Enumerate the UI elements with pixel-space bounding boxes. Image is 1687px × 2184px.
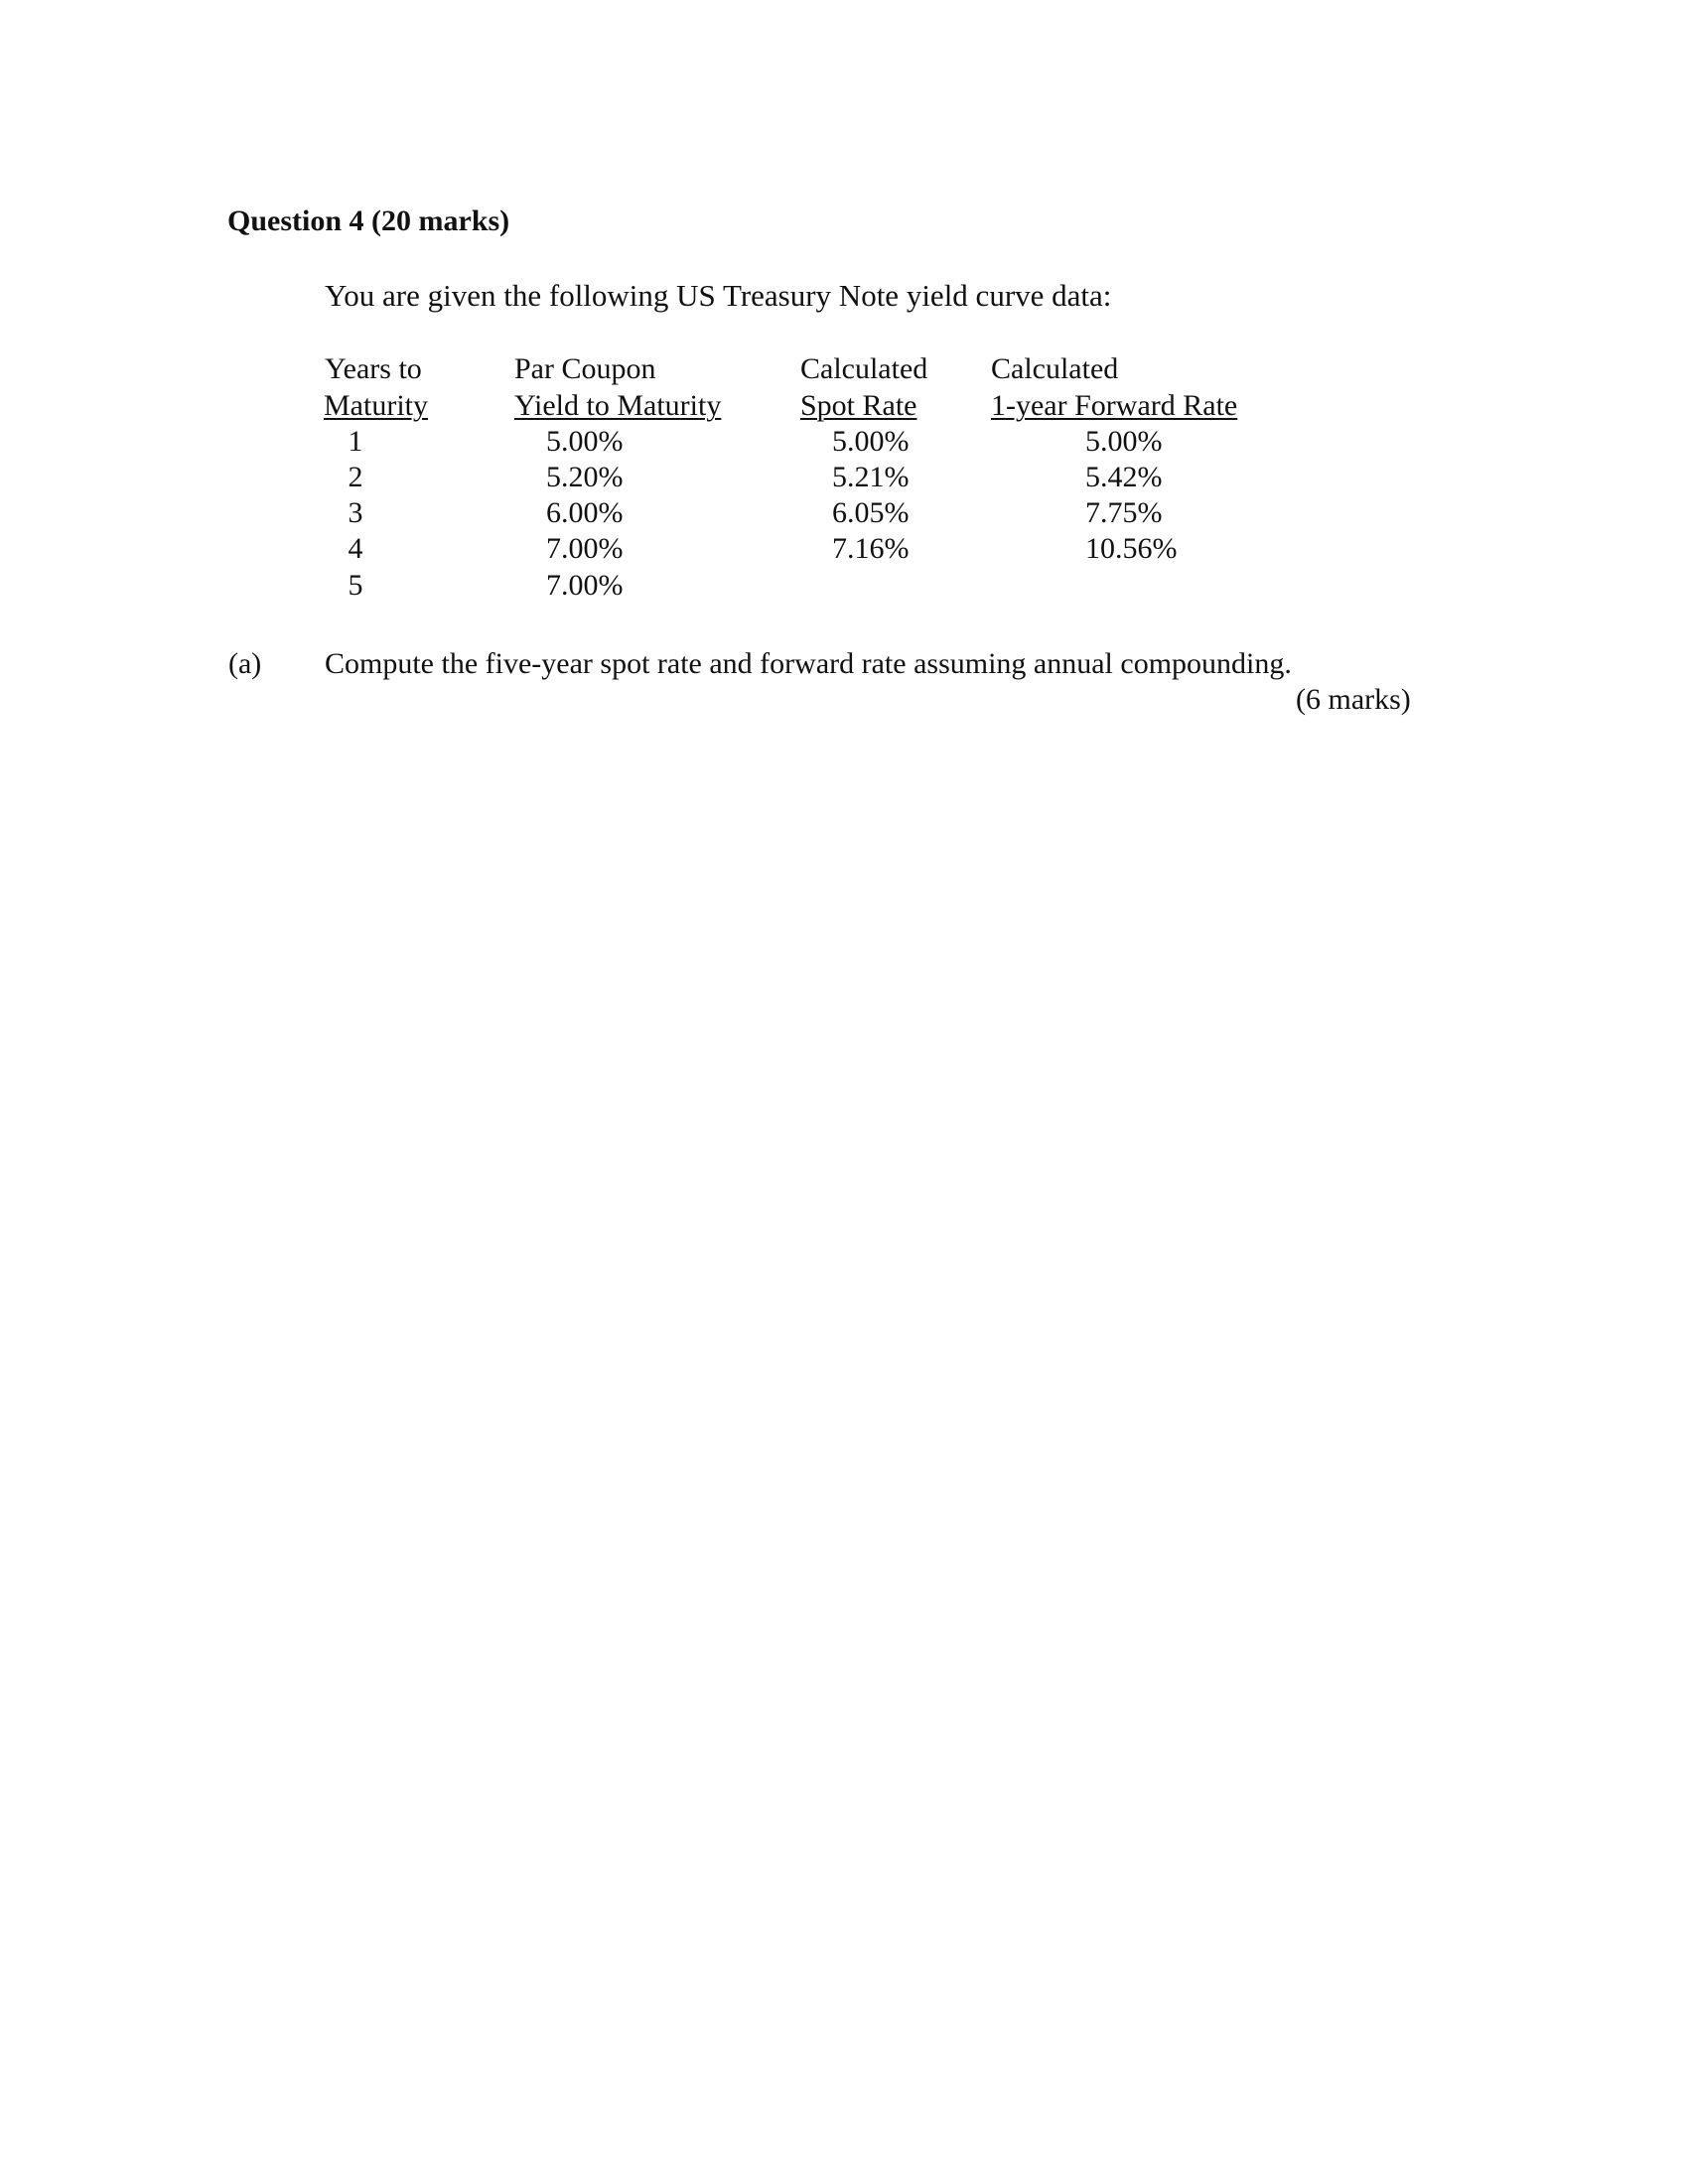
cell-forward: 10.56%	[1085, 532, 1178, 565]
cell-ytm: 7.00%	[546, 569, 624, 602]
header-years-line1: Years to	[325, 352, 422, 385]
cell-ytm: 5.20%	[546, 461, 624, 493]
header-forward-line1: Calculated	[991, 352, 1119, 385]
part-a-marks: (6 marks)	[1296, 683, 1411, 716]
cell-years: 5	[348, 569, 363, 602]
cell-years: 1	[348, 425, 363, 458]
header-ytm-line2: Yield to Maturity	[514, 389, 722, 422]
cell-years: 3	[348, 496, 363, 529]
cell-ytm: 6.00%	[546, 496, 624, 529]
cell-spot: 7.16%	[832, 532, 910, 565]
cell-years: 2	[348, 461, 363, 493]
cell-spot: 6.05%	[832, 496, 910, 529]
cell-ytm: 5.00%	[546, 425, 624, 458]
cell-forward: 5.00%	[1085, 425, 1163, 458]
header-spot-line2: Spot Rate	[800, 389, 917, 422]
cell-forward: 5.42%	[1085, 461, 1163, 493]
part-a-label: (a)	[228, 647, 262, 680]
header-spot-line1: Calculated	[800, 352, 928, 385]
cell-spot: 5.00%	[832, 425, 910, 458]
header-years-line2: Maturity	[324, 389, 428, 422]
cell-spot: 5.21%	[832, 461, 910, 493]
header-forward-line2: 1-year Forward Rate	[991, 389, 1238, 422]
header-ytm-line1: Par Coupon	[514, 352, 656, 385]
question-intro: You are given the following US Treasury Note yield curve data:	[325, 278, 1112, 313]
cell-years: 4	[348, 532, 363, 565]
cell-forward: 7.75%	[1085, 496, 1163, 529]
part-a-text: Compute the five-year spot rate and forward rate assuming annual compounding.	[325, 647, 1292, 680]
cell-ytm: 7.00%	[546, 532, 624, 565]
question-heading: Question 4 (20 marks)	[227, 205, 510, 237]
